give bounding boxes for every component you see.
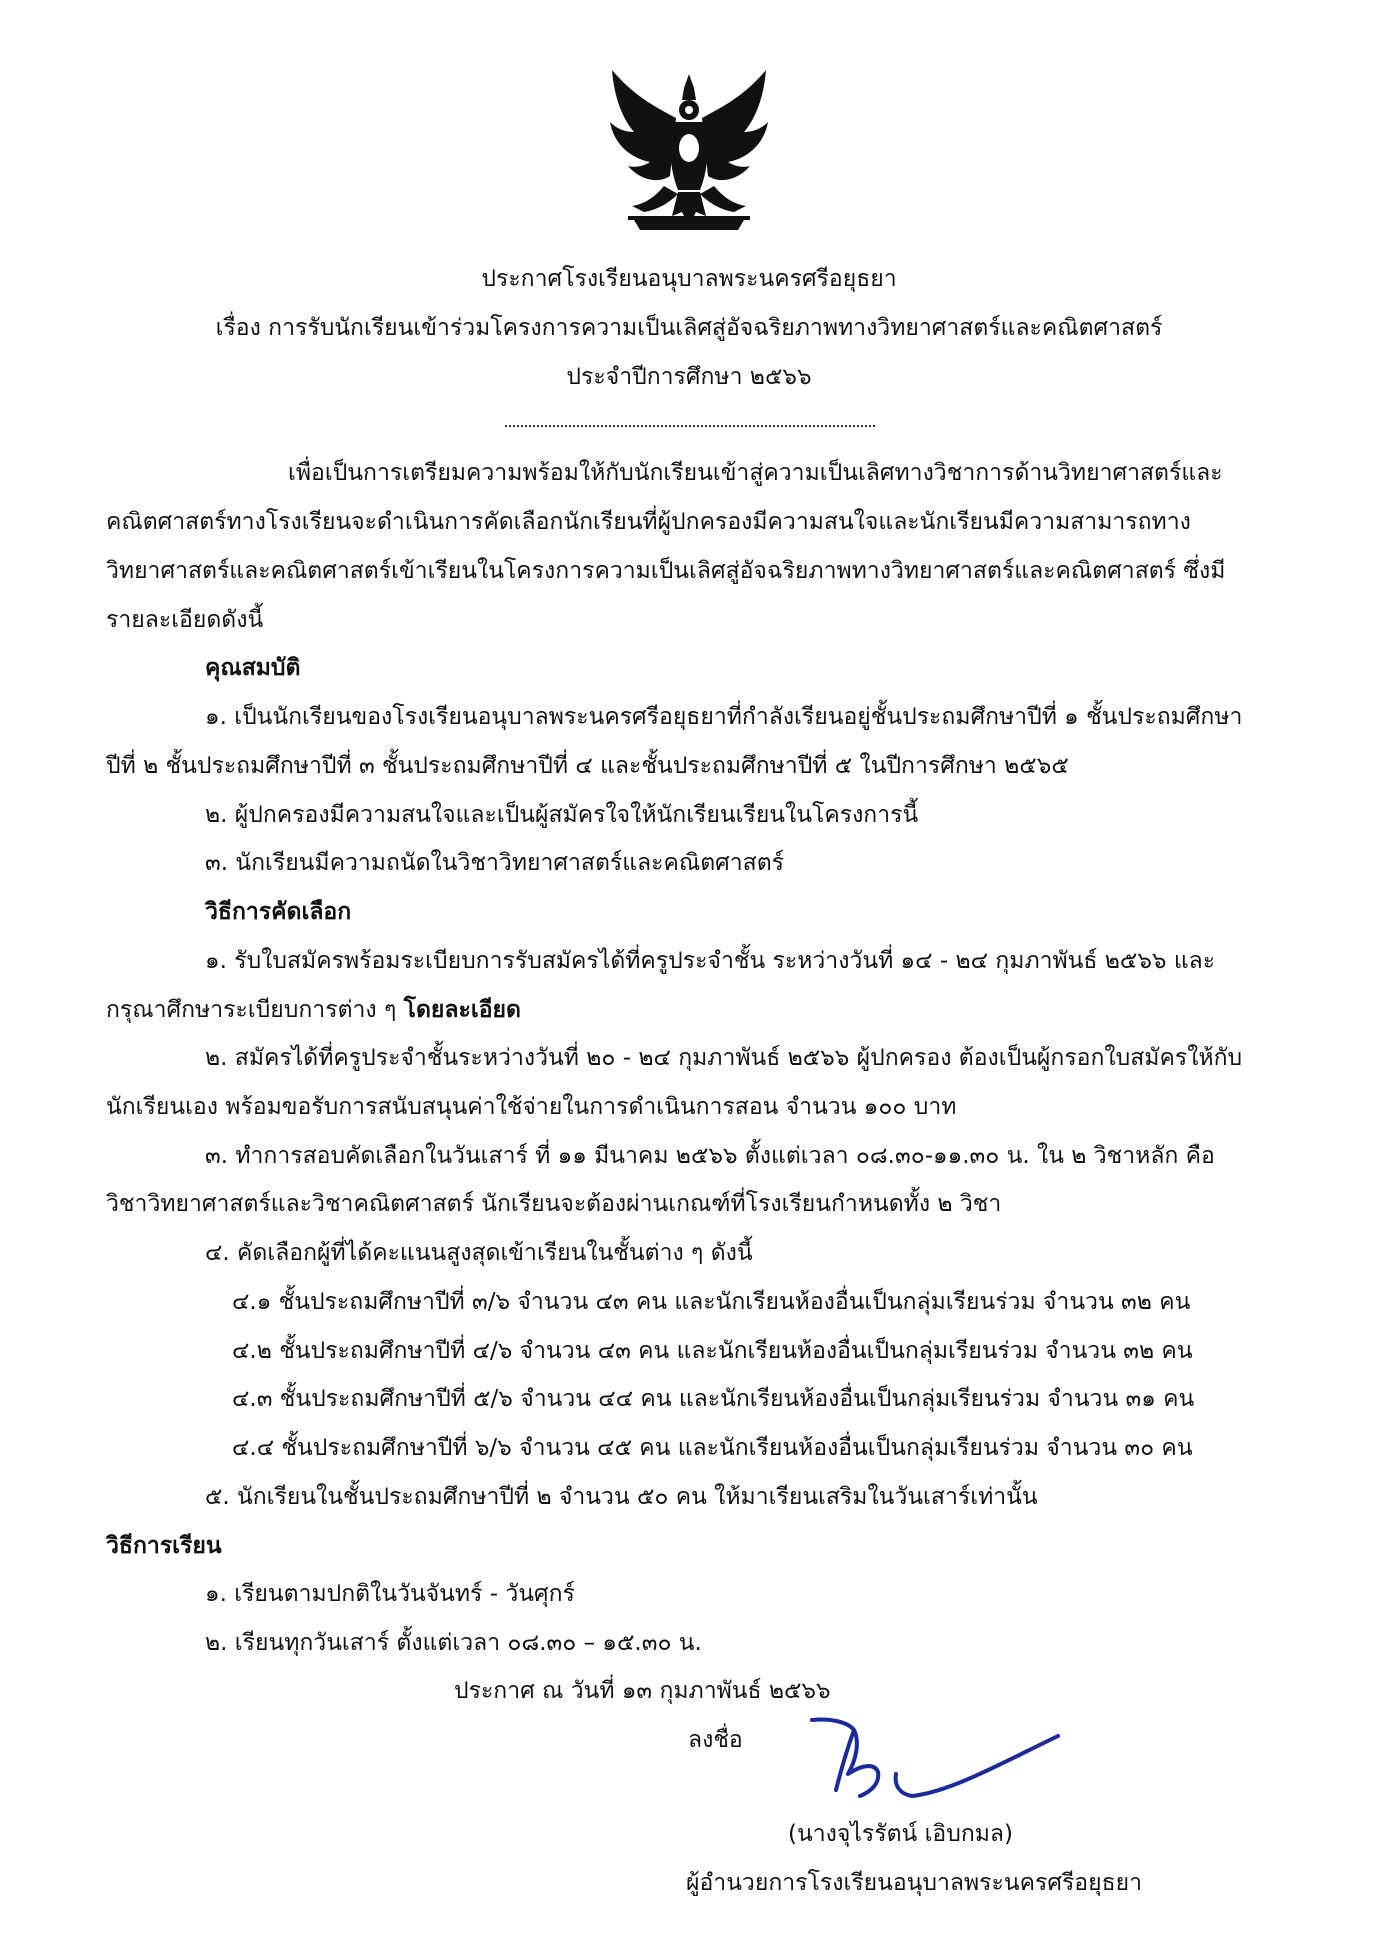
- selection-item-cont: นักเรียนเอง พร้อมขอรับการสนับสนุนค่าใช้จ่ายในการดำเนินการสอน จำนวน ๑๐๐ บาท: [106, 1094, 957, 1120]
- academic-year: ประจำปีการศึกษา ๒๕๖๖: [566, 364, 812, 390]
- separator-dots: [505, 425, 875, 427]
- study-item: ๒. เรียนทุกวันเสาร์ ตั้งแต่เวลา ๐๘.๓๐ – ๑๕.๓๐ น.: [205, 1630, 702, 1656]
- intro-line-2: คณิตศาสตร์ทางโรงเรียนจะดำเนินการคัดเลือกนักเรียนที่ผู้ปกครองมีความสนใจและนักเรียนมีความสามารถทาง: [106, 509, 1191, 535]
- intro-line-4: รายละเอียดดังนี้: [106, 607, 264, 633]
- class-quota-item: ๔.๓ ชั้นประถมศึกษาปีที่ ๕/๖ จำนวน ๔๔ คน และนักเรียนห้องอื่นเป็นกลุ่มเรียนร่วม จำนวน ๓๑ คน: [232, 1386, 1195, 1412]
- study-item: ๑. เรียนตามปกติในวันจันทร์ - วันศุกร์: [205, 1581, 575, 1607]
- selection-item-cont: กรุณาศึกษาระเบียบการต่าง ๆ โดยละเอียด: [106, 997, 521, 1023]
- announcement-title: ประกาศโรงเรียนอนุบาลพระนครศรีอยุธยา: [481, 266, 897, 292]
- announcement-date: ประกาศ ณ วันที่ ๑๓ กุมภาพันธ์ ๒๕๖๖: [454, 1678, 831, 1704]
- signer-title: ผู้อำนวยการโรงเรียนอนุบาลพระนครศรีอยุธยา: [686, 1870, 1143, 1896]
- selection-item: ๓. ทำการสอบคัดเลือกในวันเสาร์ ที่ ๑๑ มีนาคม ๒๕๖๖ ตั้งแต่เวลา ๐๘.๓๐-๑๑.๓๐ น. ใน ๒ วิชาหลัก คือ: [205, 1143, 1215, 1169]
- qualification-item: ๓. นักเรียนมีความถนัดในวิชาวิทยาศาสตร์และคณิตศาสตร์: [205, 850, 785, 876]
- qualification-item: ๑. เป็นนักเรียนของโรงเรียนอนุบาลพระนครศรีอยุธยาที่กำลังเรียนอยู่ชั้นประถมศึกษาปีที่ ๑ ชั้นประถมศึกษา: [205, 704, 1243, 730]
- class-quota-item: ๔.๑ ชั้นประถมศึกษาปีที่ ๓/๖ จำนวน ๔๓ คน และนักเรียนห้องอื่นเป็นกลุ่มเรียนร่วม จำนวน ๓๒ คน: [232, 1289, 1191, 1315]
- sign-label: ลงชื่อ: [688, 1727, 743, 1753]
- intro-line-3: วิทยาศาสตร์และคณิตศาสตร์เข้าเรียนในโครงการความเป็นเลิศสู่อัจฉริยภาพทางวิทยาศาสตร์และคณิตศาสตร์ ซึ่งมี: [106, 558, 1226, 584]
- study-heading: วิธีการเรียน: [106, 1533, 222, 1559]
- class-quota-item: ๔.๒ ชั้นประถมศึกษาปีที่ ๔/๖ จำนวน ๔๓ คน และนักเรียนห้องอื่นเป็นกลุ่มเรียนร่วม จำนวน ๓๒ คน: [232, 1338, 1193, 1364]
- selection-item: ๒. สมัครได้ที่ครูประจำชั้นระหว่างวันที่ ๒๐ - ๒๔ กุมภาพันธ์ ๒๕๖๖ ผู้ปกครอง ต้องเป็นผู้กรอกใบสมัครให้กับ: [205, 1045, 1243, 1071]
- announcement-subject: เรื่อง การรับนักเรียนเข้าร่วมโครงการความเป็นเลิศสู่อัจฉริยภาพทางวิทยาศาสตร์และคณิตศาสตร์: [215, 315, 1163, 341]
- selection-heading: วิธีการคัดเลือก: [205, 899, 352, 925]
- qualifications-heading: คุณสมบัติ: [205, 655, 301, 681]
- qualification-item: ๒. ผู้ปกครองมีความสนใจและเป็นผู้สมัครใจให้นักเรียนเรียนในโครงการนี้: [205, 802, 919, 828]
- intro-line-1: เพื่อเป็นการเตรียมความพร้อมให้กับนักเรียนเข้าสู่ความเป็นเลิศทางวิชาการด้านวิทยาศาสตร์และ: [288, 460, 1223, 486]
- class-quota-item: ๔.๔ ชั้นประถมศึกษาปีที่ ๖/๖ จำนวน ๔๕ คน และนักเรียนห้องอื่นเป็นกลุ่มเรียนร่วม จำนวน ๓๐ คน: [232, 1435, 1193, 1461]
- selection-item: ๔. คัดเลือกผู้ที่ได้คะแนนสูงสุดเข้าเรียนในชั้นต่าง ๆ ดังนี้: [205, 1240, 753, 1266]
- selection-item: ๑. รับใบสมัครพร้อมระเบียบการรับสมัครได้ที่ครูประจำชั้น ระหว่างวันที่ ๑๔ - ๒๔ กุมภาพันธ์ ๒๕๖๖ และ: [205, 948, 1216, 974]
- garuda-emblem-icon: [604, 66, 774, 234]
- selection-item: ๕. นักเรียนในชั้นประถมศึกษาปีที่ ๒ จำนวน ๕๐ คน ให้มาเรียนเสริมในวันเสาร์เท่านั้น: [205, 1484, 1038, 1510]
- qualification-item-cont: ปีที่ ๒ ชั้นประถมศึกษาปีที่ ๓ ชั้นประถมศึกษาปีที่ ๔ และชั้นประถมศึกษาปีที่ ๕ ในปีการศึกษา ๒๕๖๕: [106, 753, 1069, 779]
- signature-image: [790, 1712, 1070, 1812]
- selection-item-cont: วิชาวิทยาศาสตร์และวิชาคณิตศาสตร์ นักเรียนจะต้องผ่านเกณฑ์ที่โรงเรียนกำหนดทั้ง ๒ วิชา: [106, 1191, 1002, 1217]
- signer-name: (นางจุไรรัตน์ เอิบกมล): [788, 1821, 1013, 1847]
